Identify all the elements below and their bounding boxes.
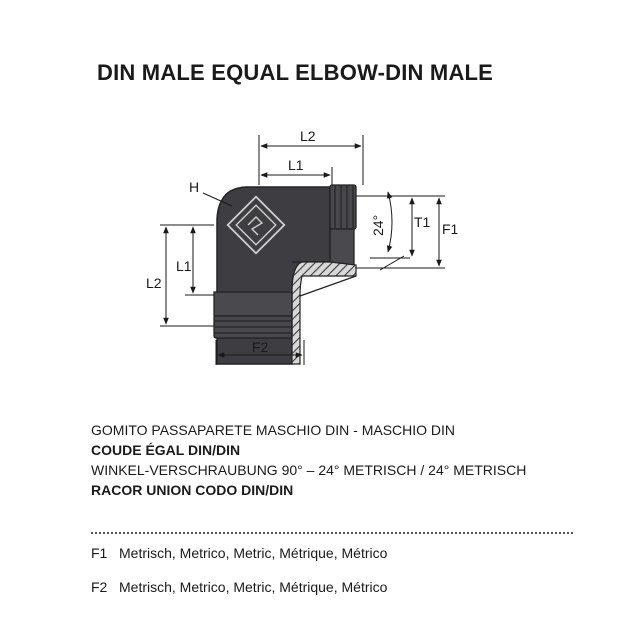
f2-label: F2 (252, 339, 269, 355)
thread-text: Metrisch, Metrico, Metric, Métrique, Métrico (119, 545, 388, 561)
description-spanish: RACOR UNION CODO DIN/DIN (91, 482, 294, 498)
t1-label: T1 (414, 214, 431, 230)
description-german: WINKEL-VERSCHRAUBUNG 90° – 24° METRISCH / 24° METRISCH (91, 462, 527, 478)
h-label: H (189, 179, 200, 195)
angle-label: 24° (370, 214, 386, 236)
thread-row-f1 (91, 545, 387, 561)
l1-left-label: L1 (176, 258, 192, 274)
thread-row-f2 (91, 579, 387, 595)
elbow-body (214, 185, 356, 364)
description-french: COUDE ÉGAL DIN/DIN (91, 442, 241, 458)
product-description (91, 420, 526, 500)
description-italian: GOMITO PASSAPARETE MASCHIO DIN - MASCHIO DIN (91, 422, 456, 438)
dotted-divider (91, 532, 573, 534)
l2-top-label: L2 (300, 128, 316, 144)
l2-left-label: L2 (146, 275, 162, 291)
page-title: DIN MALE EQUAL ELBOW-DIN MALE (97, 60, 494, 85)
thread-text: Metrisch, Metrico, Metric, Métrique, Métrico (119, 579, 388, 595)
f1-label: F1 (442, 221, 459, 237)
left-dimensions (160, 225, 214, 326)
thread-code: F2 (91, 579, 108, 595)
thread-code: F1 (91, 545, 108, 561)
l1-top-label: L1 (288, 157, 304, 173)
